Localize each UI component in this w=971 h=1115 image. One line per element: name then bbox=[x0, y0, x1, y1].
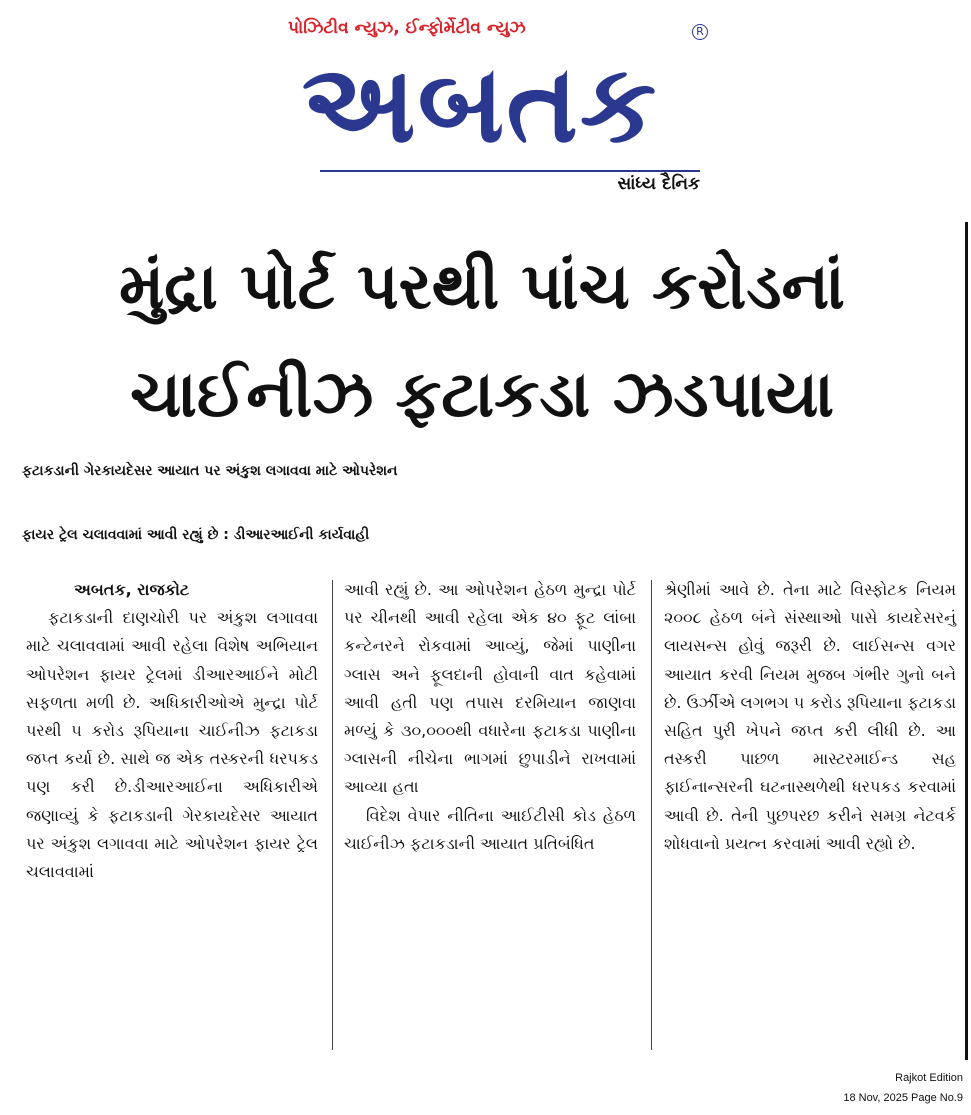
column-1-paragraph: ફટાકડાની દાણચોરી પર અંકુશ લગાવવા માટે ચલાવવામાં આવી રહેલા વિશેષ અભિયાન ઓપરેશન ફાયર ટ્રેલમાં ડીઆરઆઈને મોટી સફળતા મળી છે. અધિકારીઓએ મુન્દ્રા પોર્ટ પરથી ૫ કરોડ રૂપિયાના ચાઈનીઝ ફટાકડા જપ્ત કર્યા છે. સાથે જ એક તસ્કરની ધરપકડ પણ કરી છે.ડીઆરઆઈના અધિકારીએ જણાવ્યું કે ફટાકડાની ગેરકાયદેસર આયાત પર અંકુશ લગાવવા માટે ઓપરેશન ફાયર ટ્રેલ ચલાવવામાં bbox=[26, 608, 318, 882]
article-column-3 bbox=[664, 576, 956, 858]
masthead-rule bbox=[320, 170, 700, 172]
masthead bbox=[260, 14, 710, 206]
edition-label: Rajkot Edition bbox=[895, 1072, 963, 1084]
headline-line-2: ચાઈનીઝ ફટાકડા ઝડપાયા bbox=[129, 358, 835, 432]
article-column-2 bbox=[344, 576, 636, 858]
subheadline-line-2: ફાયર ટ્રેલ ચલાવવામાં આવી રહ્યું છે : ડીઆરઆઈની કાર્યવાહી bbox=[22, 527, 370, 543]
column-2-paragraph-2: વિદેશ વેપાર નીતિના આઈટીસી કોડ હેઠળ ચાઈનીઝ ફટાકડાની આયાત પ્રતિબંધિત bbox=[344, 805, 636, 853]
registered-mark-icon: R bbox=[692, 24, 708, 40]
column-divider bbox=[651, 580, 652, 1050]
dateline: અબતક, રાજકોટ bbox=[74, 580, 190, 599]
headline-line-1: મુંદ્રા પોર્ટ પરથી પાંચ કરોડનાં bbox=[119, 250, 845, 324]
column-3-paragraph: શ્રેણીમાં આવે છે. તેના માટે વિસ્ફોટક નિયમ ૨૦૦૮ હેઠળ બંને સંસ્થાઓ પાસે કાયદેસરનું લાયસન્સ હોવું જરૂરી છે. લાઈસન્સ વગર આયાત કરવી નિયમ મુજબ ગંભીર ગુનો બને છે. ઉર્ઝીએ લગભગ ૫ કરોડ રૂપિયાના ફટાકડા સહિત પુરી ખેપને જપ્ત કરી લીધી છે. આ તસ્કરી પાછળ માસ્ટરમાઈન્ડ સહ ફાઈનાન્સરની ઘટનાસ્થળેથી ધરપકડ કરવામાં આવી છે. તેની પુછપરછ કરીને સમગ્ર નેટવર્ક શોધવાનો પ્રયત્ન કરવામાં આવી રહ્યો છે. bbox=[664, 580, 956, 853]
column-divider bbox=[332, 580, 333, 1050]
page-side-rule bbox=[965, 222, 968, 1060]
article-column-1 bbox=[26, 576, 318, 886]
newspaper-logo: અબતક bbox=[301, 42, 659, 167]
subheadline-line-1: ફટાકડાની ગેરકાયદેસર આયાત પર અંકુશ લગાવવા માટે ઓપરેશન bbox=[22, 463, 398, 479]
masthead-tagline: પોઝિટીવ ન્યુઝ, ઈન્ફોર્મેટીવ ન્યુઝ bbox=[288, 18, 526, 38]
date-page-label: 18 Nov, 2025 Page No.9 bbox=[843, 1092, 963, 1104]
column-2-paragraph-1: આવી રહ્યું છે. આ ઓપરેશન હેઠળ મુન્દ્રા પોર્ટ પર ચીનથી આવી રહેલા એક ૪૦ ફૂટ લાંબા કન્ટેનરને રોકવામાં આવ્યું, જેમાં પાણીના ગ્લાસ અને ફૂલદાની હોવાની વાત કહેવામાં આવી હતી પણ તપાસ દરમિયાન જાણવા મળ્યું કે ૩૦,૦૦૦થી વધારેના ફટાકડા પાણીના ગ્લાસની નીચેના ભાગમાં છુપાડીને રાખવામાં આવ્યા હતા bbox=[344, 580, 636, 797]
edition-type: સાંધ્ય દૈનિક bbox=[617, 174, 700, 194]
